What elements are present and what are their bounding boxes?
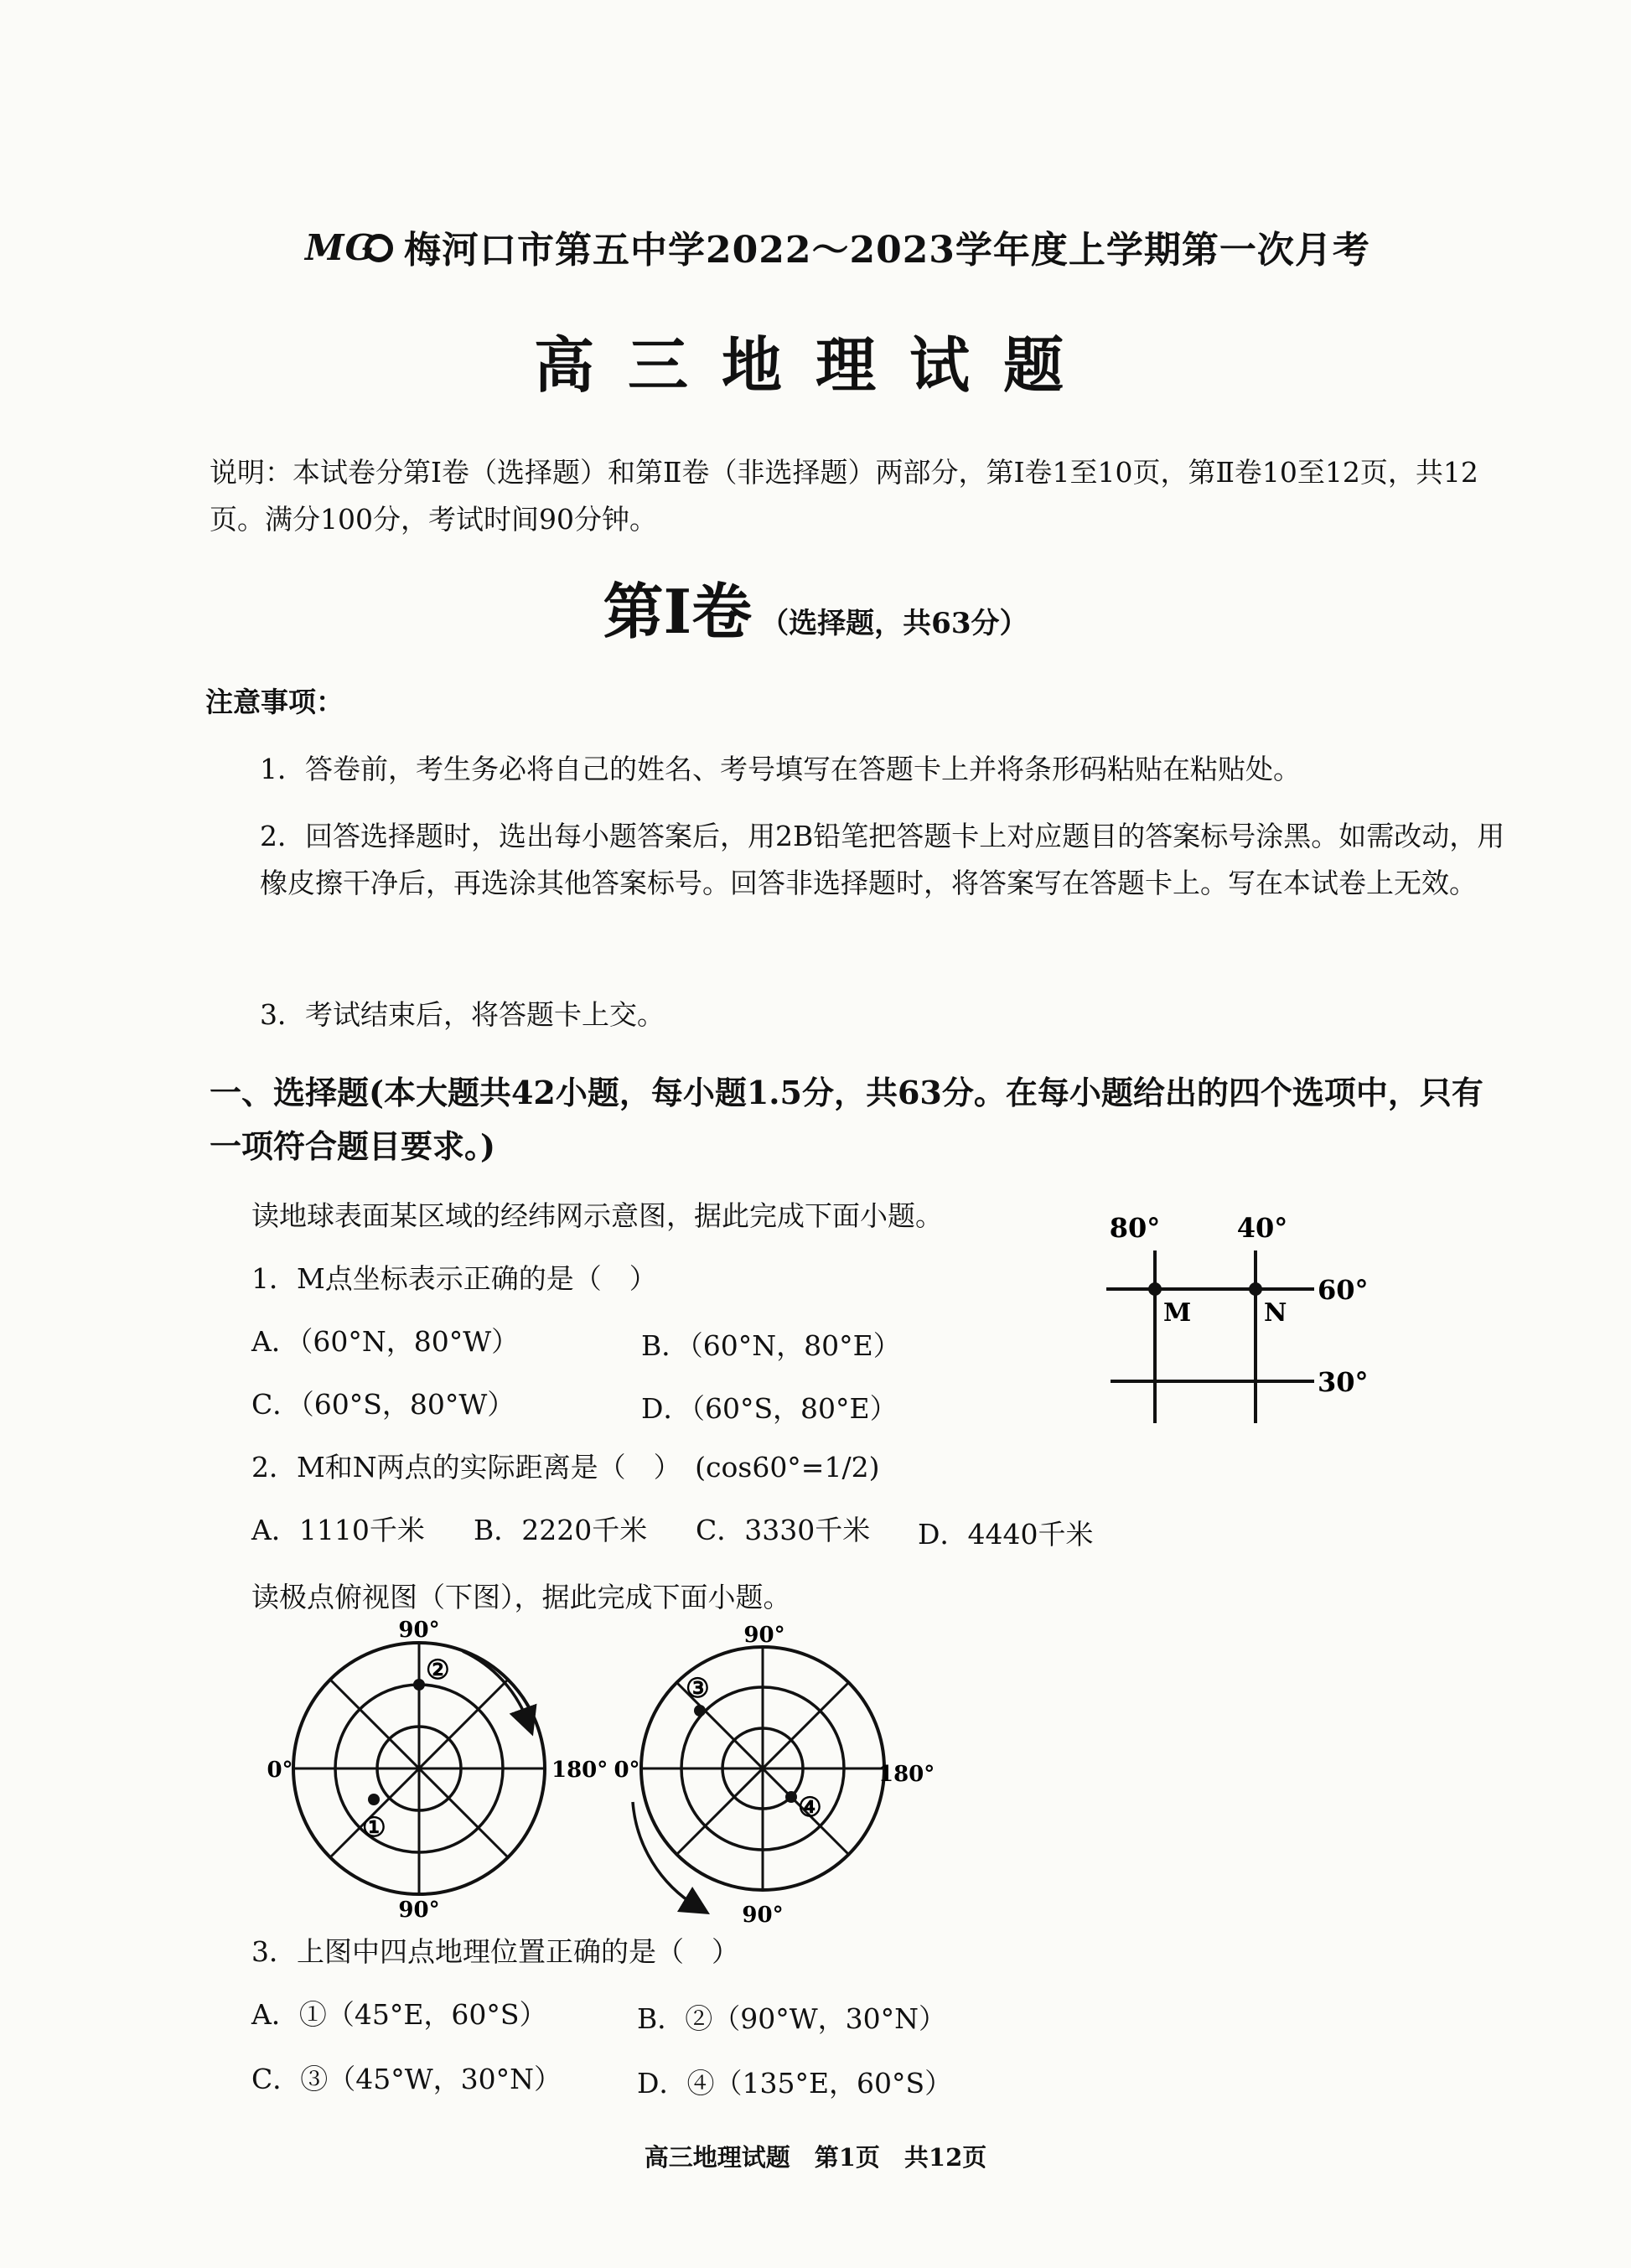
rotation-arrow-clockwise-icon [463, 1651, 528, 1722]
q1-option-b: B．（60°N，80°E） [641, 1329, 901, 1362]
polar-diagram-right [614, 1623, 935, 1928]
school-logo-icon [302, 225, 394, 268]
notice-item-2: 2．回答选择题时，选出每小题答案后，用2B铅笔把答题卡上对应题目的答案标号涂黑。如需改动，用橡皮擦干净后，再选涂其他答案标号。回答非选择题时，将答案写在答题卡上。写在本试卷上无效。 [260, 820, 1505, 899]
q2-option-d: D．4440千米 [918, 1518, 1094, 1551]
q2-option-c: C．3330千米 [696, 1514, 871, 1546]
q1-option-c: C．（60°S，80°W） [251, 1388, 515, 1421]
polar-point-2-label: ② [426, 1654, 450, 1685]
grid-point-m-dot [1148, 1282, 1162, 1296]
q1-option-a: A．（60°N，80°W） [251, 1325, 520, 1358]
grid-lon-left-label: 80° [1109, 1212, 1161, 1244]
q3-option-b: B．②（90°W，30°N） [637, 2002, 947, 2035]
grid-lat-top-label: 60° [1318, 1274, 1369, 1306]
q1-option-d: D．（60°S，80°E） [641, 1392, 898, 1425]
polar-right-bottom-label: 90° [742, 1903, 784, 1928]
polar-diagram-left [267, 1618, 608, 1923]
q3-stem: 3．上图中四点地理位置正确的是（ ） [251, 1935, 739, 1968]
exam-intro: 说明：本试卷分第Ⅰ卷（选择题）和第Ⅱ卷（非选择题）两部分，第Ⅰ卷1至10页，第Ⅱ卷10至12页，共12页。满分100分，考试时间90分钟。 [210, 456, 1478, 536]
q2-option-a: A．1110千米 [251, 1514, 425, 1546]
exam-header [302, 220, 1370, 273]
grid-lon-right-label: 40° [1236, 1212, 1288, 1244]
section-subtitle: （选择题，共63分） [760, 607, 1028, 640]
rotation-arrow-counterclockwise-icon [633, 1802, 697, 1907]
polar-right-left-label: 0° [614, 1758, 640, 1783]
grid-point-n-dot [1249, 1282, 1262, 1296]
page-footer: 高三地理试题 第1页 共12页 [644, 2143, 987, 2172]
q3-option-a: A．①（45°E，60°S） [251, 1998, 547, 2031]
polar-point-1-label: ① [362, 1811, 386, 1843]
notice-item-1: 1．答卷前，考生务必将自己的姓名、考号填写在答题卡上并将条形码粘贴在粘贴处。 [260, 753, 1301, 785]
section-title [0, 563, 1631, 650]
page-title: 高三地理试题 [533, 329, 1097, 401]
polar-point-4-label: ④ [798, 1791, 822, 1823]
part-title: 一、选择题(本大题共42小题，每小题1.5分，共63分。在每小题给出的四个选项中，只有一项符合题目要求。) [210, 1074, 1483, 1165]
exam-name: 梅河口市第五中学2022～2023学年度上学期第一次月考 [404, 229, 1370, 272]
polar-right-top-label: 90° [743, 1623, 785, 1648]
grid-lat-bottom-label: 30° [1318, 1366, 1369, 1398]
q2-option-b: B．2220千米 [474, 1514, 648, 1546]
q2-stem: 2．M和N两点的实际距离是（ ） (cos60°=1/2) [251, 1451, 880, 1484]
polar-right-right-label: 180° [878, 1762, 935, 1787]
polar-left-bottom-label: 90° [398, 1898, 440, 1923]
lat-lon-grid-figure [1098, 1207, 1383, 1433]
polar-left-top-label: 90° [398, 1618, 440, 1643]
section-main-title: 第Ⅰ卷 [603, 576, 753, 647]
q3-option-d: D．④（135°E，60°S） [637, 2067, 953, 2100]
grid-point-n-label: N [1264, 1298, 1287, 1328]
svg-text:MG: MG [305, 227, 376, 268]
group2-intro: 读极点俯视图（下图），据此完成下面小题。 [251, 1581, 791, 1613]
polar-point-3-label: ③ [686, 1672, 710, 1704]
polar-left-right-label: 180° [551, 1758, 608, 1783]
q3-option-c: C．③（45°W，30°N） [251, 2063, 562, 2095]
polar-view-figure [251, 1618, 935, 1936]
grid-point-m-label: M [1163, 1298, 1192, 1328]
polar-left-left-label: 0° [267, 1758, 293, 1783]
group1-intro: 读地球表面某区域的经纬网示意图，据此完成下面小题。 [251, 1199, 943, 1232]
notice-item-3: 3．考试结束后，将答题卡上交。 [260, 998, 665, 1031]
q1-stem: 1．M点坐标表示正确的是（ ） [251, 1262, 657, 1295]
notice-label: 注意事项： [205, 686, 344, 718]
